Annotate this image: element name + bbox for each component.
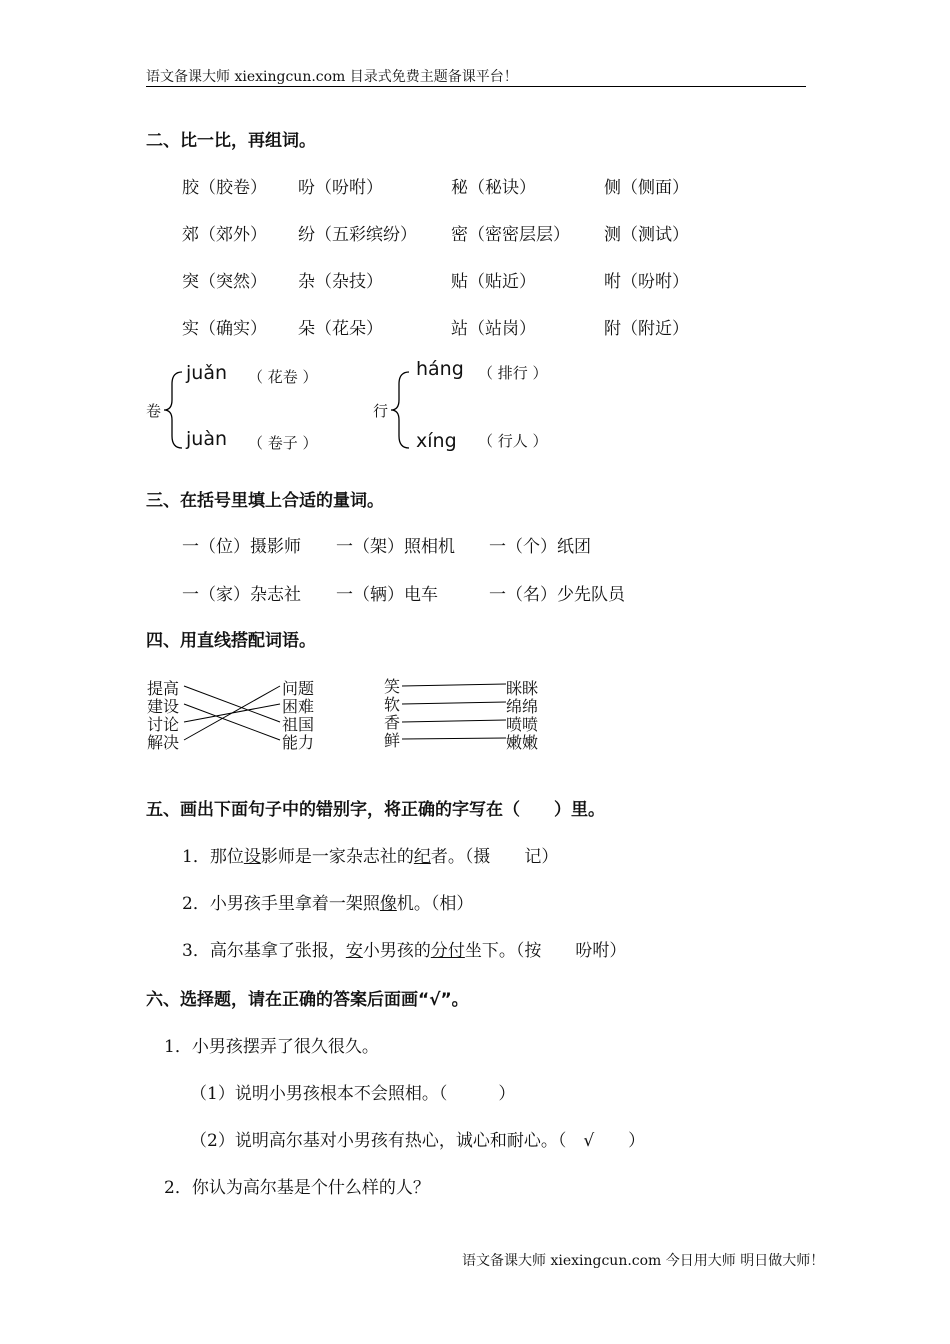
s3-cell: 一（位）摄影师 [182,537,301,557]
match-left-word: 讨论 [147,715,180,734]
match-left-word: 软 [384,695,401,714]
s2-cell: 纷（五彩缤纷） [298,225,417,245]
text: 2．小男孩手里拿着一架照 [182,894,380,914]
text: 3．高尔基拿了张报， [182,941,346,961]
s3-cell: 一（个）纸团 [489,537,591,557]
s2-cell: 贴（贴近） [451,272,536,292]
pinyin: háng [416,358,464,380]
text: 1．那位 [182,847,244,867]
underlined-wrong-char: 安 [345,941,363,961]
polyphone-char: 行 [373,402,389,420]
match-lines-a [140,670,340,760]
s2-cell: 胶（胶卷） [182,178,267,198]
s5-line-3 [182,936,626,961]
match-right-word: 祖国 [282,715,315,734]
section-6-title: 六、选择题，请在正确的答案后面画“√”。 [146,990,469,1010]
match-right-word: 问题 [282,679,315,698]
option-2: （2）说明高尔基对小男孩有热心，诚心和耐心。（ √ ） [190,1131,646,1151]
match-right-word: 喷喷 [506,715,539,734]
match-left-word: 笑 [384,677,401,696]
s3-cell: 一（辆）电车 [336,585,438,605]
match-line [402,702,506,704]
s2-cell: 朵（花朵） [298,319,383,339]
s3-cell: 一（名）少先队员 [489,585,625,605]
section-2-title: 二、比一比，再组词。 [146,131,316,151]
underlined-wrong-char: 纪 [413,847,431,867]
s3-cell: 一（家）杂志社 [182,585,301,605]
s2-cell: 侧（侧面） [604,178,689,198]
match-right-word: 嫩嫩 [506,733,539,752]
match-line [184,686,280,740]
text: 机。（相） [396,894,474,914]
text: 小男孩的 [362,941,431,961]
s2-cell: 密（密密层层） [451,225,570,245]
match-left-word: 香 [384,713,401,732]
brace-icon [162,368,184,452]
section-4-title: 四、用直线搭配词语。 [146,631,316,651]
match-line [184,704,280,740]
s2-cell: 郊（郊外） [182,225,267,245]
text: 者。（摄 记） [430,847,559,867]
page-footer: 语文备课大师 xiexingcun.com 今日用大师 明日做大师！ [462,1253,825,1269]
match-line [402,738,506,739]
text: 坐下。（按 吩咐） [464,941,627,961]
underlined-wrong-char: 像 [379,894,397,914]
match-left-word: 解决 [147,733,180,752]
s2-cell: 突（突然） [182,272,267,292]
pinyin: juàn [186,428,228,450]
s2-cell: 站（站岗） [451,319,536,339]
match-lines-b [380,670,550,760]
underlined-wrong-char: 设 [243,847,261,867]
pinyin: xíng [416,430,457,452]
section-3-title: 三、在括号里填上合适的量词。 [146,491,384,511]
match-right-word: 绵绵 [506,697,539,716]
polyphone-word: （ 排行 ） [478,364,548,382]
underlined-wrong-word: 分付 [430,941,465,961]
match-line [402,720,506,722]
match-line [402,684,506,686]
polyphone-word: （ 卷子 ） [248,434,318,452]
polyphone-word: （ 行人 ） [478,432,548,450]
match-line [184,686,280,722]
pinyin: juǎn [186,362,228,384]
brace-icon [389,368,411,452]
s2-cell: 秘（秘诀） [451,178,536,198]
match-left-word: 提高 [147,679,180,698]
s5-line-1 [182,842,558,867]
match-left-word: 建设 [147,697,180,716]
question-2: 2．你认为高尔基是个什么样的人？ [164,1178,430,1198]
match-right-word: 眯眯 [506,679,539,698]
option-1: （1）说明小男孩根本不会照相。（ ） [190,1084,516,1104]
page-header: 语文备课大师 xiexingcun.com 目录式免费主题备课平台！ [146,69,518,85]
s2-cell: 杂（杂技） [298,272,383,292]
s2-cell: 实（确实） [182,319,267,339]
question-1: 1．小男孩摆弄了很久很久。 [164,1037,379,1057]
section-5-title: 五、画出下面句子中的错别字，将正确的字写在（ ）里。 [146,800,605,820]
s2-cell: 测（测试） [604,225,689,245]
match-right-word: 能力 [282,733,315,752]
s2-cell: 咐（吩咐） [604,272,689,292]
polyphone-word: （ 花卷 ） [248,368,318,386]
header-rule [146,86,806,87]
s2-cell: 吩（吩咐） [298,178,383,198]
s5-line-2 [182,889,473,914]
s3-cell: 一（架）照相机 [336,537,455,557]
text: 影师是一家杂志社的 [260,847,414,867]
match-right-word: 困难 [282,697,315,716]
polyphone-char: 卷 [146,402,162,420]
s2-cell: 附（附近） [604,319,689,339]
match-left-word: 鲜 [384,731,401,750]
